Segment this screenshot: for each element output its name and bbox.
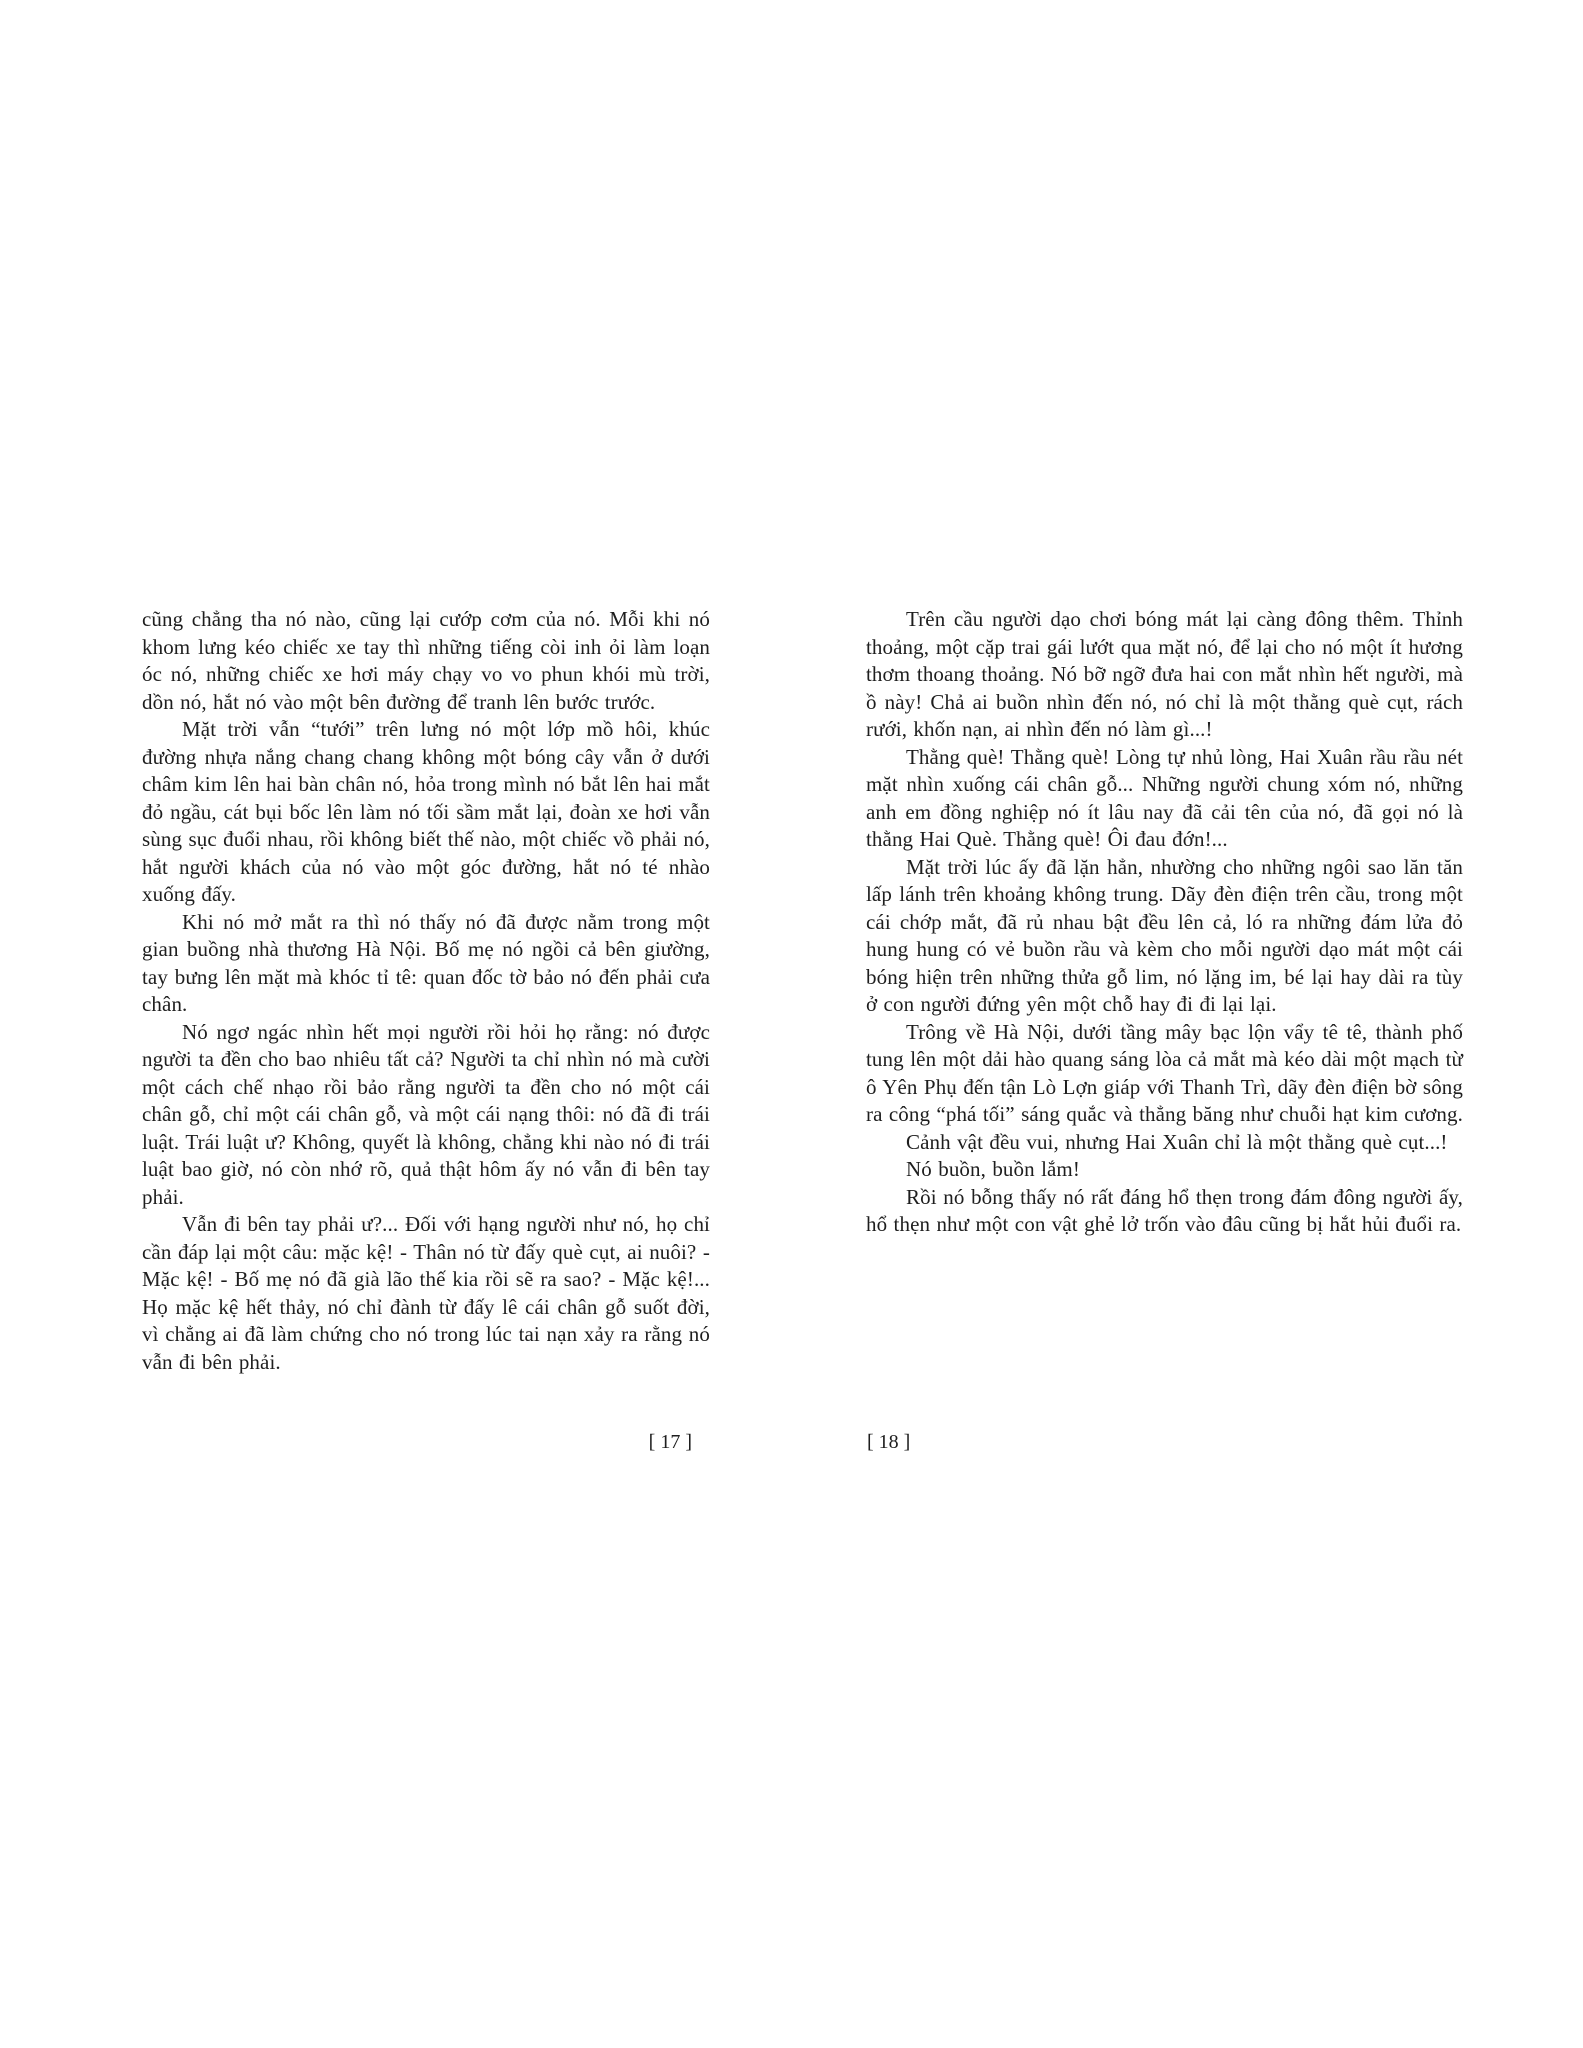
paragraph: cũng chẳng tha nó nào, cũng lại cướp cơm của nó. Mỗi khi nó khom lưng kéo chiếc xe tay thì những tiếng còi inh ỏi làm loạn óc nó, những chiếc xe hơi máy chạy vo vo phun khói mù trời, dồn nó, hắt nó vào một bên đường để tranh lên bước trước. [142,607,710,714]
paragraph: Nó ngơ ngác nhìn hết mọi người rồi hỏi họ rằng: nó được người ta đền cho bao nhiêu tất cả? Người ta chỉ nhìn nó mà cười một cách chế nhạo rồi bảo rằng người ta đền cho nó một cái chân gỗ, chỉ một cái chân gỗ, và một cái nạng thôi: nó đã đi trái luật. Trái luật ư? Không, quyết là không, chẳng khi nào nó đi trái luật bao giờ, nó còn nhớ rõ, quả thật hôm ấy nó vẫn đi bên tay phải. [142,1019,710,1209]
paragraph: Mặt trời lúc ấy đã lặn hẳn, nhường cho những ngôi sao lăn tăn lấp lánh trên khoảng không trung. Dãy đèn điện trên cầu, trong một cái chớp mắt, đã rủ nhau bật đều lên cả, ló ra những đám lửa đỏ hung hung có vẻ buồn rầu và kèm cho mỗi người dạo mát một cái bóng hiện trên những thửa gỗ lim, nó lặng im, bé lại hay dài ra tùy ở con người đứng yên một chỗ hay đi đi lại lại. [866,854,1463,1016]
paragraph: Vẫn đi bên tay phải ư?... Đối với hạng người như nó, họ chỉ cần đáp lại một câu: mặc kệ! - Thân nó từ đấy què cụt, ai nuôi? - Mặc kệ! - Bố mẹ nó đã già lão thế kia rồi sẽ ra sao? - Mặc kệ!... Họ mặc kệ hết thảy, nó chỉ đành từ đấy lê cái chân gỗ suốt đời, vì chẳng ai đã làm chứng cho nó trong lúc tai nạn xảy ra rằng nó vẫn đi bên phải. [142,1212,710,1374]
paragraph: Nó buồn, buồn lắm! [906,1157,1080,1181]
paragraph: Trên cầu người dạo chơi bóng mát lại càng đông thêm. Thỉnh thoảng, một cặp trai gái lướt qua mặt nó, để lại cho nó một ít hương thơm thoang thoảng. Nó bỡ ngỡ đưa hai con mắt nhìn hết người, mà ồ này! Chả ai buồn nhìn đến nó, nó chỉ là một thằng què cụt, rách rưới, khốn nạn, ai nhìn đến nó làm gì...! [866,607,1463,741]
paragraph: Thằng què! Thằng què! Lòng tự nhủ lòng, Hai Xuân rầu rầu nét mặt nhìn xuống cái chân gỗ... Những người chung xóm nó, những anh em đồng nghiệp nó ít lâu nay đã cải tên của nó, đã gọi nó là thằng Hai Què. Thằng què! Ôi đau đớn!... [866,744,1463,851]
paragraph: Mặt trời vẫn “tưới” trên lưng nó một lớp mồ hôi, khúc đường nhựa nắng chang chang không một bóng cây vẫn ở dưới châm kim lên hai bàn chân nó, hỏa trong mình nó bắt lên hai mắt đỏ ngầu, cát bụi bốc lên làm nó tối sầm mắt lại, đoàn xe hơi vẫn sùng sục đuổi nhau, rồi không biết thế nào, một chiếc vồ phải nó, hắt người khách của nó vào một góc đường, hắt nó té nhào xuống đấy. [142,717,710,906]
paragraph: Cảnh vật đều vui, nhưng Hai Xuân chỉ là một thằng què cụt...! [906,1129,1448,1154]
page-17-text-column [142,606,710,1376]
page-17-number: [ 17 ] [648,1431,692,1453]
paragraph: Trông về Hà Nội, dưới tầng mây bạc lộn vẩy tê tê, thành phố tung lên một dải hào quang sáng lòa cả mắt mà kéo dài một mạch từ ô Yên Phụ đến tận Lò Lợn giáp với Thanh Trì, dãy đèn điện bờ sông ra công “phá tối” sáng quắc và thẳng băng như chuỗi hạt kim cương. [866,1019,1463,1126]
paragraph: Rồi nó bỗng thấy nó rất đáng hổ thẹn trong đám đông người ấy, hổ thẹn như một con vật ghẻ lở trốn vào đâu cũng bị hắt hủi đuổi ra. [866,1184,1463,1236]
paragraph: Khi nó mở mắt ra thì nó thấy nó đã được nằm trong một gian buồng nhà thương Hà Nội. Bố mẹ nó ngồi cả bên giường, tay bưng lên mặt mà khóc tỉ tê: quan đốc tờ bảo nó đến phải cưa chân. [142,909,710,1016]
page-18-number: [ 18 ] [867,1431,911,1453]
page-18-text-column [866,606,1463,1239]
